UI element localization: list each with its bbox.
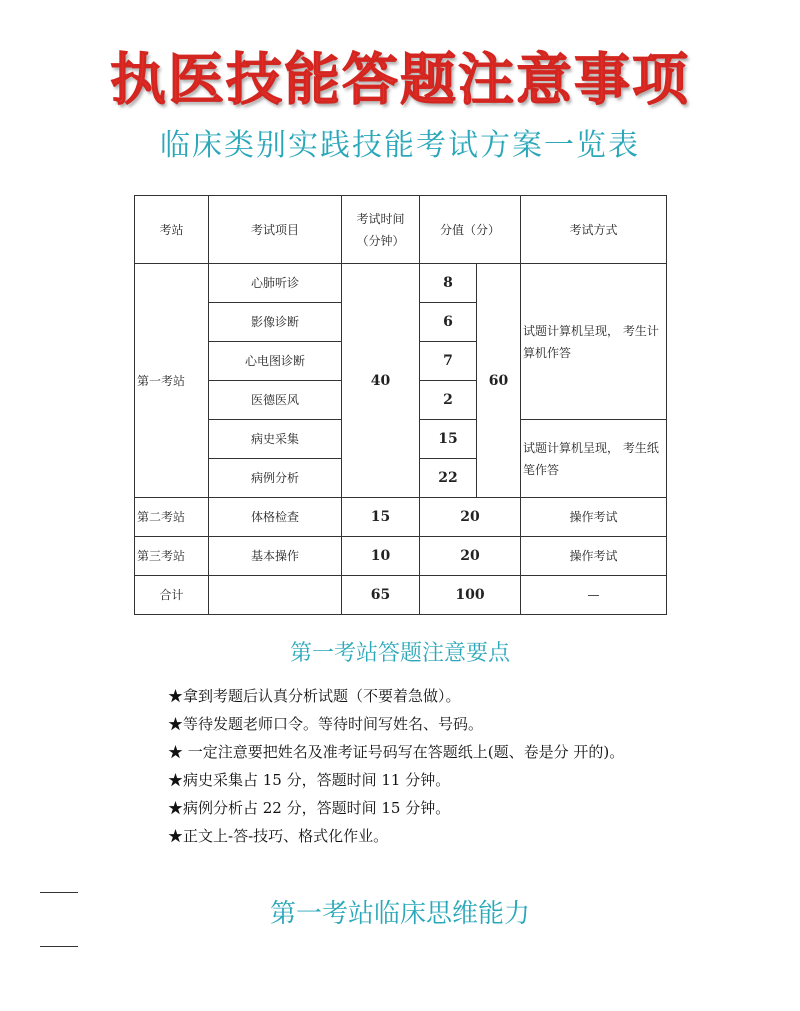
station1-time: 40 (342, 264, 420, 498)
item-score: 15 (420, 420, 477, 459)
station3-score: 20 (420, 537, 521, 576)
item-score: 22 (420, 459, 477, 498)
section2-title: 第一考站临床思维能力 (269, 899, 530, 929)
table-row (135, 537, 667, 576)
item-name: 影像诊断 (209, 303, 342, 342)
total-item (209, 576, 342, 615)
header-station: 考站 (135, 196, 209, 264)
header-time-line1: 考试时间 (356, 211, 405, 226)
list-item: ★等待发题老师口令。等待时间写姓名、号码。 (168, 715, 484, 733)
table-header-row (135, 196, 667, 264)
station1-method-computer: 试题计算机呈现， 考生计算机作答 (521, 264, 667, 420)
list-item: ★病史采集占 15 分，答题时间 11 分钟。 (168, 771, 451, 789)
divider-line (40, 946, 78, 947)
station3-time: 10 (342, 537, 420, 576)
table-row (135, 576, 667, 615)
table-row (135, 498, 667, 537)
station1-total-score: 60 (477, 264, 521, 498)
list-item: ★拿到考题后认真分析试题（不要着急做）。 (168, 687, 461, 705)
list-item: ★病例分析占 22 分，答题时间 15 分钟。 (168, 799, 451, 817)
station1-name: 第一考站 (135, 264, 209, 498)
station2-method: 操作考试 (521, 498, 667, 537)
item-score: 7 (420, 342, 477, 381)
header-time-line2: （分钟） (356, 233, 405, 248)
station2-score: 20 (420, 498, 521, 537)
total-label: 合计 (135, 576, 209, 615)
item-name: 心电图诊断 (209, 342, 342, 381)
section1-title: 第一考站答题注意要点 (289, 641, 510, 666)
station1-method-paper: 试题计算机呈现， 考生纸笔作答 (521, 420, 667, 498)
table-row (135, 264, 667, 303)
header-score: 分值（分） (420, 196, 521, 264)
station3-method: 操作考试 (521, 537, 667, 576)
total-time: 65 (342, 576, 420, 615)
station3-item: 基本操作 (209, 537, 342, 576)
header-method: 考试方式 (521, 196, 667, 264)
subtitle: 临床类别实践技能考试方案一览表 (160, 128, 640, 163)
item-name: 心肺听诊 (209, 264, 342, 303)
exam-plan-table (134, 195, 667, 615)
list-item: ★正文上-答-技巧、格式化作业。 (168, 827, 389, 845)
total-method: — (521, 576, 667, 615)
item-score: 6 (420, 303, 477, 342)
item-score: 2 (420, 381, 477, 420)
station3-name: 第三考站 (135, 537, 209, 576)
item-name: 病例分析 (209, 459, 342, 498)
station2-time: 15 (342, 498, 420, 537)
station2-name: 第二考站 (135, 498, 209, 537)
item-name: 病史采集 (209, 420, 342, 459)
header-time (342, 196, 420, 264)
list-item: ★ 一定注意要把姓名及准考证号码写在答题纸上(题、卷是分 开的)。 (168, 743, 625, 761)
item-name: 医德医风 (209, 381, 342, 420)
key-points-list (168, 682, 624, 850)
divider-line (40, 892, 78, 893)
header-item: 考试项目 (209, 196, 342, 264)
total-score: 100 (420, 576, 521, 615)
main-title: 执医技能答题注意事项 (110, 48, 690, 113)
item-score: 8 (420, 264, 477, 303)
station2-item: 体格检查 (209, 498, 342, 537)
